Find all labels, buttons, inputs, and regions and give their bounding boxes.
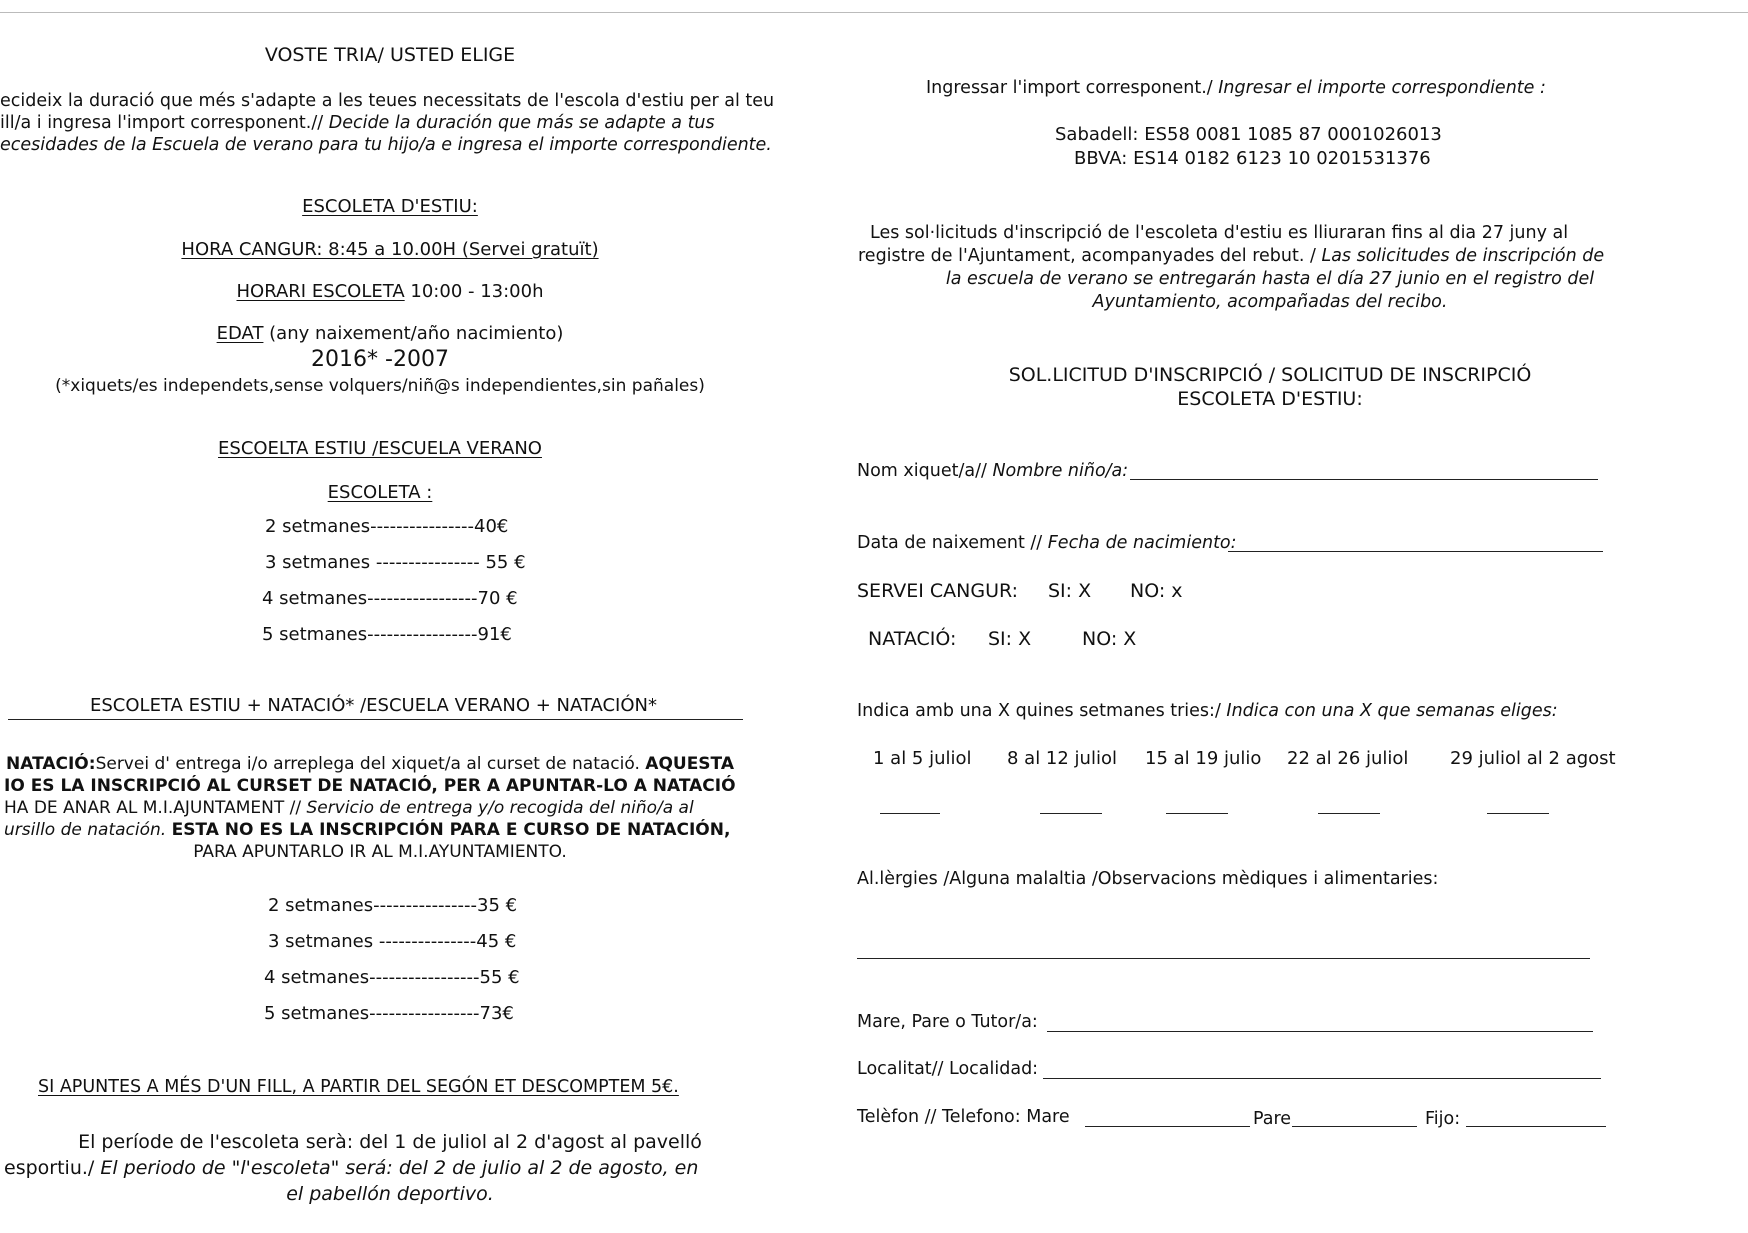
horari-escoleta xyxy=(0,281,780,303)
escoleta-label: ESCOLETA : xyxy=(327,482,433,503)
price-row: 3 setmanes ---------------- 55 € xyxy=(265,552,526,573)
right-page xyxy=(800,0,1748,1233)
natacio-heading: ESCOLETA ESTIU + NATACIÓ* /ESCUELA VERANO + NATACIÓN* xyxy=(90,695,657,716)
birth-years: 2016* -2007 xyxy=(311,347,449,372)
natacio-line-1 xyxy=(6,753,734,775)
delivery-line-2-es: Las solicitudes de inscripción de xyxy=(1321,246,1605,266)
natacio-line-3-b: Servicio de entrega y/o recogida del niño/a al xyxy=(306,798,694,818)
natacio-label: NATACIÓ: xyxy=(6,754,96,774)
phone-mother-field[interactable] xyxy=(1085,1126,1250,1127)
period-line-3: el pabellón deportivo. xyxy=(286,1183,494,1205)
bank-sabadell: Sabadell: ES58 0081 1085 87 0001026013 xyxy=(1055,124,1442,145)
ingress-line xyxy=(926,77,1546,99)
week-option-label: 15 al 19 julio xyxy=(1145,748,1262,769)
natacio-line-3 xyxy=(4,797,694,819)
price-row: 5 setmanes-----------------91€ xyxy=(262,624,512,645)
phone-label: Telèfon // Telefono: Mare xyxy=(857,1107,1070,1127)
phone-fixed-label: Fijo: xyxy=(1425,1109,1461,1129)
natacio-line-4 xyxy=(4,819,730,841)
cangur-si-option[interactable]: SI: X xyxy=(1048,580,1092,602)
ingress-es: Ingresar el importe correspondiente : xyxy=(1218,78,1546,98)
natacio-si-option[interactable]: SI: X xyxy=(988,628,1032,650)
natacio-line-4-b: ESTA NO ES LA INSCRIPCIÓN PARA E CURSO DE NATACIÓN, xyxy=(171,820,731,840)
edat-label: EDAT xyxy=(216,323,264,344)
week-option-label: 1 al 5 juliol xyxy=(873,748,972,769)
delivery-line-4: Ayuntamiento, acompañadas del recibo. xyxy=(1092,292,1448,312)
edat xyxy=(0,323,780,345)
period-line-2-a: esportiu./ xyxy=(4,1157,101,1179)
week-option-label: 22 al 26 juliol xyxy=(1287,748,1409,769)
natacio-desc: Servei d' entrega i/o arreplega del xiquet/a al curset de natació. xyxy=(95,754,646,774)
price-row: 2 setmanes----------------35 € xyxy=(268,895,518,916)
natacio-heading-rule xyxy=(8,719,743,720)
escoleta-heading: ESCOLETA D'ESTIU: xyxy=(302,196,478,217)
period-line-1: El període de l'escoleta serà: del 1 de juliol al 2 d'agost al pavelló xyxy=(78,1131,702,1153)
horari-label: HORARI ESCOLETA xyxy=(236,281,405,302)
phone-fixed-field[interactable] xyxy=(1466,1126,1606,1127)
week-checkbox-line[interactable] xyxy=(1166,813,1228,814)
price-row: 4 setmanes-----------------55 € xyxy=(264,967,520,988)
intro-line-2-plain: ill/a i ingresa l'import corresponent.// xyxy=(0,113,329,133)
phone-father-field[interactable] xyxy=(1292,1126,1417,1127)
price-row: 2 setmanes----------------40€ xyxy=(265,516,509,537)
natacio-no-option[interactable]: NO: X xyxy=(1082,628,1137,650)
cangur-no-option[interactable]: NO: x xyxy=(1130,580,1183,602)
intro-line-2-italic: Decide la duración que más se adapte a tus xyxy=(328,113,715,133)
weeks-prompt-es: Indica con una X que semanas eliges: xyxy=(1226,701,1558,721)
locality-field[interactable] xyxy=(1043,1078,1601,1079)
birth-date-field[interactable] xyxy=(1228,551,1603,552)
period-line-2-b: El periodo de "l'escoleta" será: del 2 de julio al 2 de agosto, en xyxy=(100,1157,699,1179)
nom-label xyxy=(857,460,1128,482)
form-subtitle: ESCOLETA D'ESTIU: xyxy=(1177,388,1363,410)
weeks-prompt xyxy=(857,700,1558,722)
form-title: SOL.LICITUD D'INSCRIPCIÓ / SOLICITUD DE INSCRIPCIÓ xyxy=(1008,364,1532,386)
price-row: 3 setmanes ---------------45 € xyxy=(268,931,517,952)
natacio-line-2: IO ES LA INSCRIPCIÓ AL CURSET DE NATACIÓ, PER A APUNTAR-LO A NATACIÓ xyxy=(4,776,736,796)
week-checkbox-line[interactable] xyxy=(1487,813,1549,814)
locality-label: Localitat// Localidad: xyxy=(857,1059,1039,1079)
years-note: (*xiquets/es independets,sense volquers/niñ@s independientes,sin pañales) xyxy=(55,376,705,396)
data-label-ca: Data de naixement // xyxy=(857,533,1048,553)
allergies-label: Al.lèrgies /Alguna malaltia /Observacions mèdiques i alimentaries: xyxy=(857,869,1439,889)
nom-field[interactable] xyxy=(1130,479,1598,480)
edat-value: (any naixement/año nacimiento) xyxy=(263,323,564,344)
natacio-form-label: NATACIÓ: xyxy=(868,628,957,650)
guardian-field[interactable] xyxy=(1047,1031,1593,1032)
page-title: VOSTE TRIA/ USTED ELIGE xyxy=(264,44,516,66)
verano-heading: ESCOELTA ESTIU /ESCUELA VERANO xyxy=(218,438,542,459)
left-page xyxy=(0,0,780,1233)
week-checkbox-line[interactable] xyxy=(1318,813,1380,814)
week-option-label: 29 juliol al 2 agost xyxy=(1450,748,1616,769)
price-row: 5 setmanes-----------------73€ xyxy=(264,1003,514,1024)
discount-note: SI APUNTES A MÉS D'UN FILL, A PARTIR DEL SEGÓN ET DESCOMPTEM 5€. xyxy=(38,1077,679,1097)
delivery-line-2 xyxy=(858,245,1604,267)
bank-bbva: BBVA: ES14 0182 6123 10 0201531376 xyxy=(1074,148,1431,169)
allergies-field[interactable] xyxy=(857,958,1590,959)
week-checkbox-line[interactable] xyxy=(1040,813,1102,814)
natacio-line-3-a: HA DE ANAR AL M.I.AJUNTAMENT // xyxy=(4,798,307,818)
horari-value: 10:00 - 13:00h xyxy=(404,281,544,302)
natacio-line-5: PARA APUNTARLO IR AL M.I.AYUNTAMIENTO. xyxy=(193,842,567,862)
data-label xyxy=(857,532,1237,554)
cangur-label: SERVEI CANGUR: xyxy=(857,580,1018,602)
ingress-ca: Ingressar l'import corresponent./ xyxy=(926,78,1219,98)
intro-line-1: ecideix la duració que més s'adapte a les teues necessitats de l'escola d'estiu per al teu xyxy=(0,91,775,111)
week-option-label: 8 al 12 juliol xyxy=(1007,748,1117,769)
delivery-line-2-ca: registre de l'Ajuntament, acompanyades del rebut. / xyxy=(858,246,1322,266)
hora-cangur: HORA CANGUR: 8:45 a 10.00H (Servei gratuït) xyxy=(181,239,599,260)
intro-line-3: ecesidades de la Escuela de verano para tu hijo/a e ingresa el importe correspondiente. xyxy=(0,135,772,155)
weeks-prompt-ca: Indica amb una X quines setmanes tries:/ xyxy=(857,701,1227,721)
natacio-line-4-a: ursillo de natación. xyxy=(4,820,172,840)
guardian-label: Mare, Pare o Tutor/a: xyxy=(857,1012,1038,1032)
price-row: 4 setmanes-----------------70 € xyxy=(262,588,518,609)
intro-line-2 xyxy=(0,112,715,134)
week-checkbox-line[interactable] xyxy=(880,813,940,814)
delivery-line-1: Les sol·licituds d'inscripció de l'escoleta d'estiu es lliuraran fins al dia 27 juny al xyxy=(870,223,1569,243)
data-label-es: Fecha de nacimiento: xyxy=(1047,533,1237,553)
nom-label-ca: Nom xiquet/a// xyxy=(857,461,993,481)
period-line-2 xyxy=(4,1157,698,1179)
natacio-warning-start: AQUESTA xyxy=(645,754,734,774)
phone-father-label: Pare xyxy=(1253,1109,1292,1129)
nom-label-es: Nombre niño/a: xyxy=(992,461,1129,481)
delivery-line-3: la escuela de verano se entregarán hasta el día 27 junio en el registro del xyxy=(945,269,1595,289)
